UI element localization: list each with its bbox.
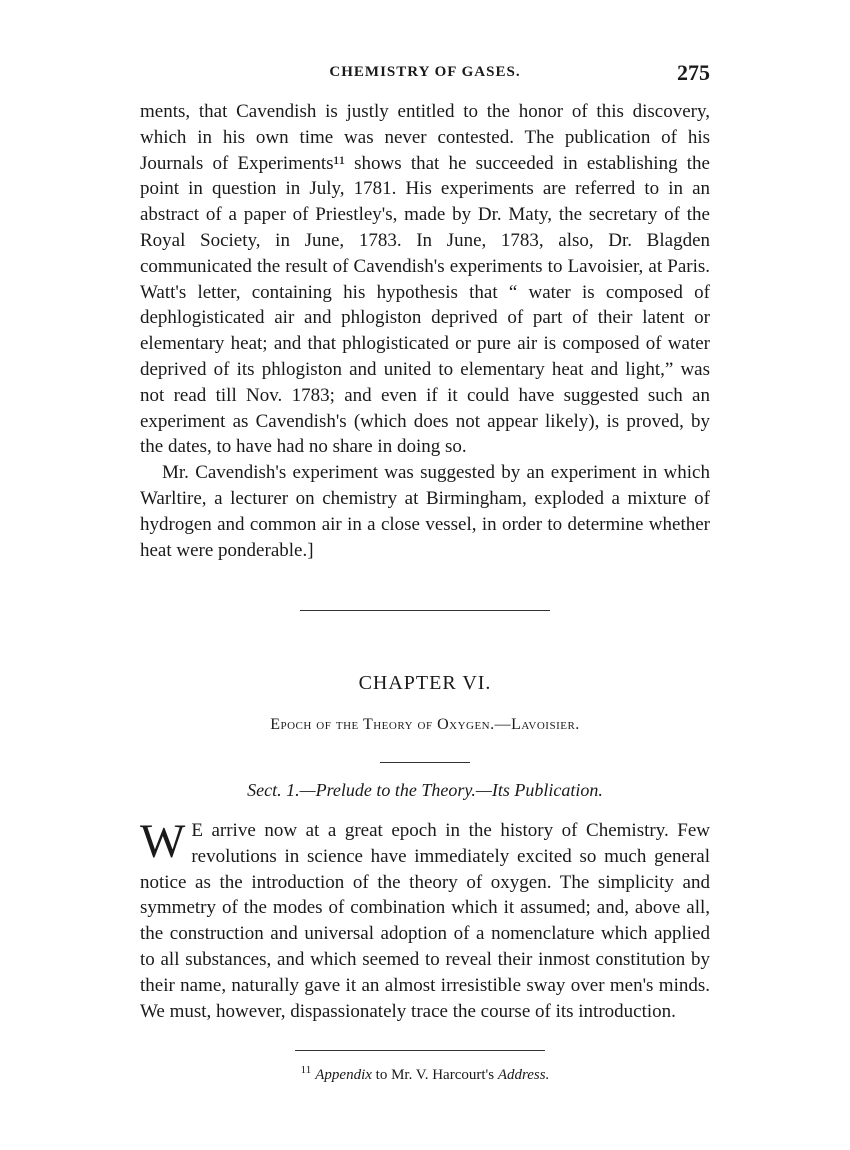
paragraph-continued: ments, that Cavendish is justly entitled to the honor of this discovery, which in his own time was never contested. The publication of his Journals of Experiments¹¹ shows that he succeeded in establishing the point in question in July, 1781. His experiments are referred to in an abstract of a paper of Priestley's, made by Dr. Maty, the secretary of the Royal Society, in June, 1783. In June, 1783, also, Dr. Blagden communicated the result of Cavendish's experiments to Lavoisier, at Paris. Watt's letter, containing his hypothesis that “ water is composed of dephlogisticated air and phlogiston deprived of part of their latent or elementary heat; and that phlogisticated or pure air is composed of water deprived of its phlogiston and united to elementary heat and light,” was not read till Nov. 1783; and even if it could have suggested such an experiment as Cavendish's (which does not appear likely), is proved, by the dates, to have had no share in doing so. [140,101,710,458]
footnote [140,1064,710,1084]
running-title: CHEMISTRY OF GASES. [329,64,521,80]
chapter-rule [380,762,470,763]
paragraph-cavendish: Mr. Cavendish's experiment was suggested by an experiment in which Warltire, a lecturer on chemistry at Birmingham, exploded a mixture of hydrogen and common air in a close vessel, in order to determine whether heat were ponderable.] [140,462,710,561]
opening-paragraph [140,815,710,1024]
section-divider [300,610,550,611]
footnote-mark: 11 [300,1064,312,1076]
opening-paragraph-text: E arrive now at a great epoch in the history of Chemistry. Few revolutions in science have immediately excited so much general notice as the introduction of the theory of oxygen. The simplicity and symmetry of the modes of combination which it assumed; and, above all, the construction and universal adoption of a nomenclature which applied to all substances, and which seemed to reveal their inmost constitution by their name, naturally gave it an almost irresistible sway over men's minds. We must, however, dispassionately trace the course of its introduction. [140,820,710,1022]
chapter-title: CHAPTER VI. [358,672,492,694]
section-title: Sect. 1.—Prelude to the Theory.—Its Publication. [247,780,603,800]
chapter-text [140,815,710,1024]
footnote-italic-appendix: Appendix [315,1067,372,1083]
running-head [140,60,710,90]
page-number: 275 [677,60,710,85]
footnote-text: to Mr. V. Harcourt's [371,1067,498,1083]
continued-text [140,99,710,563]
footnote-rule [295,1050,545,1051]
chapter-subtitle: Epoch of the Theory of Oxygen.—Lavoisier. [270,716,580,733]
footnote-italic-address: Address. [497,1067,550,1083]
drop-cap: W [140,815,186,868]
